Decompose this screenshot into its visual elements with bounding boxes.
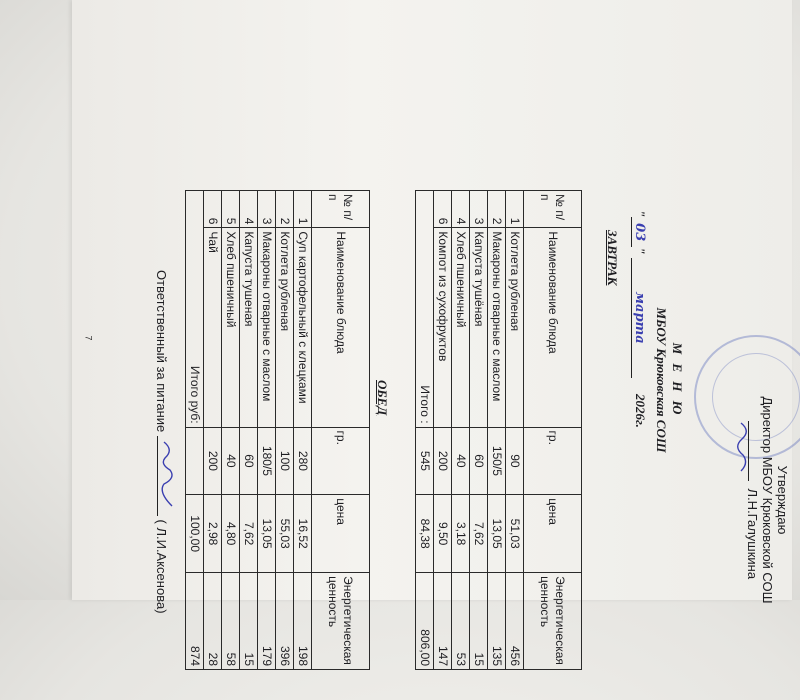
col-number: № п/п [524,191,582,228]
row-grams: 200 [434,427,452,495]
table-total-row [416,191,434,670]
table-row [204,191,222,670]
table-total-row [186,191,204,670]
row-energy: 396 [276,573,294,670]
row-grams: 60 [470,427,488,495]
row-energy: 147 [434,573,452,670]
row-price: 13,05 [258,495,276,573]
row-price: 7,62 [240,495,258,573]
table-row [258,191,276,670]
row-energy: 53 [452,573,470,670]
row-price: 16,52 [294,495,312,573]
row-grams: 40 [222,427,240,495]
lunch-rows [186,191,312,670]
row-number: 2 [276,191,294,228]
approval-signature-line [745,340,760,660]
row-energy: 456 [506,573,524,670]
row-price: 4,80 [222,495,240,573]
responsible-signature [157,436,170,516]
row-price: 7,62 [470,495,488,573]
table-row [222,191,240,670]
row-price: 2,98 [204,495,222,573]
total-price: 100,00 [186,495,204,573]
row-price: 3,18 [452,495,470,573]
page-number: 7 [83,335,94,341]
approval-position: Директор МБОУ Крюковской СОШ [760,396,775,604]
col-grams: гр. [524,427,582,495]
row-grams: 280 [294,427,312,495]
row-dish-name: Макароны отварные с маслом [488,228,506,427]
table-row [452,191,470,670]
table-row [506,191,524,670]
row-dish-name: Чай [204,228,222,427]
row-number: 1 [294,191,312,228]
breakfast-rows [416,191,524,670]
row-dish-name: Капуста тушёная [470,228,488,427]
row-dish-name: Суп картофельный с клецками [294,228,312,427]
total-label: Итого руб: [186,191,204,428]
signature-scribble-icon [158,436,176,516]
col-energy: Энергетическая ценность [524,573,582,670]
col-number: № п/п [312,191,370,228]
breakfast-table [415,190,582,670]
col-dish-name: Наименование блюда [524,228,582,427]
total-price: 84,38 [416,495,434,573]
row-grams: 150/5 [488,427,506,495]
col-price: цена [524,495,582,573]
row-grams: 200 [204,427,222,495]
row-energy: 179 [258,573,276,670]
table-row [434,191,452,670]
row-price: 13,05 [488,495,506,573]
approval-block [745,340,790,660]
row-price: 9,50 [434,495,452,573]
row-number: 5 [222,191,240,228]
date-day: 03 [631,217,647,247]
total-energy: 806,00 [416,573,434,670]
row-number: 3 [258,191,276,228]
row-grams: 40 [452,427,470,495]
col-price: цена [312,495,370,573]
row-price: 51,03 [506,495,524,573]
total-label: Итого : [416,191,434,428]
row-number: 4 [240,191,258,228]
menu-sheet [90,100,800,700]
row-grams: 100 [276,427,294,495]
row-grams: 90 [506,427,524,495]
row-number: 3 [470,191,488,228]
row-energy: 15 [240,573,258,670]
row-dish-name: Хлеб пшеничный [452,228,470,427]
col-grams: гр. [312,427,370,495]
responsible-label: Ответственный за питание [154,270,169,433]
school-name: МБОУ Крюковская СОШ [654,307,669,453]
row-number: 6 [204,191,222,228]
menu-title-block [653,250,685,510]
total-energy: 874 [186,573,204,670]
row-dish-name: Котлета рубленая [276,228,294,427]
lunch-title: ОБЕД [375,380,390,416]
row-number: 1 [506,191,524,228]
total-grams: 545 [416,427,434,495]
table-row [294,191,312,670]
signature-scribble-icon [737,421,751,481]
row-energy: 58 [222,573,240,670]
date-month: марта [631,258,647,378]
signature-mark [748,421,749,481]
row-energy: 198 [294,573,312,670]
menu-title: М Е Н Ю [670,342,685,418]
menu-date: "03" марта 2026г. [632,210,648,428]
lunch-table [185,190,370,670]
director-name: Л.Н.Галушкина [745,488,760,580]
responsible-line [154,270,170,690]
row-grams: 60 [240,427,258,495]
row-price: 55,03 [276,495,294,573]
row-energy: 135 [488,573,506,670]
col-dish-name: Наименование блюда [312,228,370,427]
table-row [488,191,506,670]
row-grams: 180/5 [258,427,276,495]
breakfast-title: ЗАВТРАК [605,230,620,286]
col-energy: Энергетическая ценность [312,573,370,670]
table-row [240,191,258,670]
row-number: 2 [488,191,506,228]
table-header-row [524,191,582,670]
row-energy: 15 [470,573,488,670]
row-dish-name: Хлеб пшеничный [222,228,240,427]
table-row [276,191,294,670]
row-number: 4 [452,191,470,228]
approval-title: Утверждаю [775,465,790,535]
date-year: 2026г. [633,393,648,428]
table-header-row [312,191,370,670]
row-dish-name: Капуста тушеная [240,228,258,427]
row-number: 6 [434,191,452,228]
total-grams [186,427,204,495]
responsible-name: ( Л.И.Аксенова) [154,519,169,614]
row-energy: 28 [204,573,222,670]
row-dish-name: Компот из сухофруктов [434,228,452,427]
table-row [470,191,488,670]
row-dish-name: Котлета рубленая [506,228,524,427]
row-dish-name: Макароны отварные с маслом [258,228,276,427]
